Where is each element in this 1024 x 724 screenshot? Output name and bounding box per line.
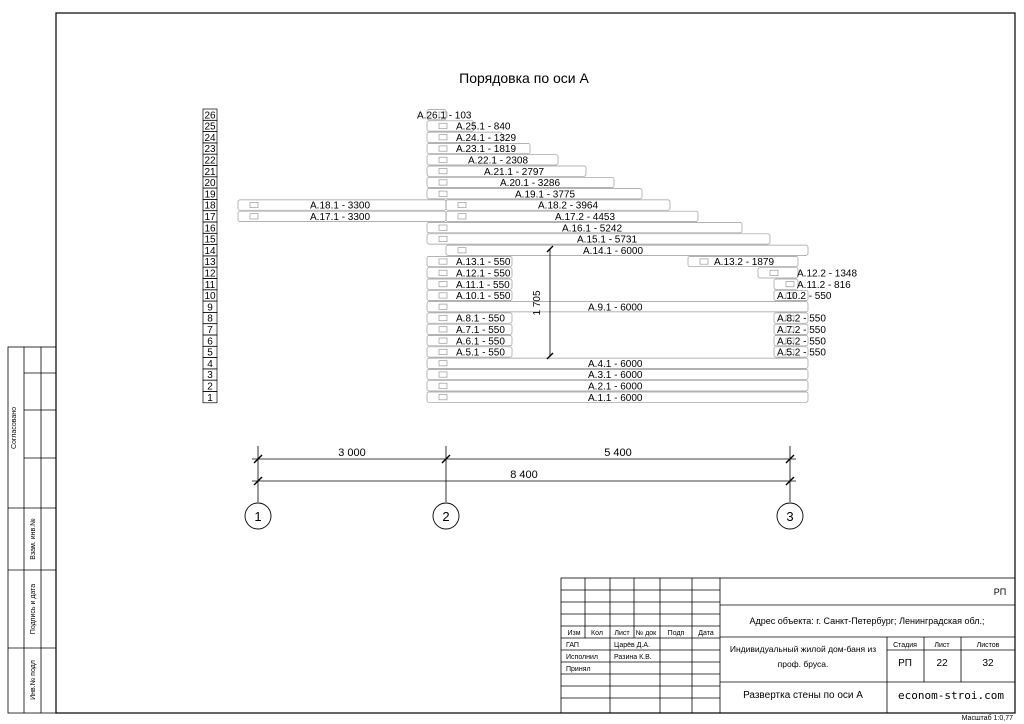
log-notch xyxy=(458,214,466,219)
row-number: 19 xyxy=(204,189,216,201)
log-notch xyxy=(439,236,447,241)
log-label: А.11.2 - 816 xyxy=(797,279,851,291)
row-number: 2 xyxy=(207,381,213,393)
dimension-total: 8 400 xyxy=(510,469,538,481)
log-notch xyxy=(439,259,447,264)
log-notch xyxy=(250,214,258,219)
log-label: А.18.1 - 3300 xyxy=(310,200,371,212)
side-inv-replace: Взам. инв.№ xyxy=(30,518,37,560)
name-gap: Царёв Д.А. xyxy=(614,642,650,649)
row-number: 10 xyxy=(204,291,216,303)
row-number: 1 xyxy=(207,392,213,404)
opening-height-dimension xyxy=(532,246,553,359)
log-notch xyxy=(439,157,447,162)
sheet-frame xyxy=(56,13,1015,713)
row-number: 22 xyxy=(204,155,216,167)
log-label: А.9.1 - 6000 xyxy=(588,302,643,314)
log-label: А.3.1 - 6000 xyxy=(588,370,643,382)
log-notch xyxy=(439,361,447,366)
scale-label: Масштаб 1:0,77 xyxy=(961,715,1013,722)
axis-markers xyxy=(245,503,803,529)
log-label: А.5.1 - 550 xyxy=(456,347,505,359)
log-label: А.13.2 - 1879 xyxy=(714,257,775,269)
log-label: А.22.1 - 2308 xyxy=(468,155,529,167)
log-label: А.7.2 - 550 xyxy=(777,325,826,336)
log-label: А.25.1 - 840 xyxy=(456,121,511,133)
row-number: 5 xyxy=(207,347,213,359)
log-label: А.19.1 - 3775 xyxy=(515,189,576,201)
sheets-value: 32 xyxy=(982,658,994,669)
log-label: А.21.1 - 2797 xyxy=(484,166,545,178)
log-label: А.12.1 - 550 xyxy=(456,268,511,280)
log-label: А.11.1 - 550 xyxy=(456,279,510,291)
row-number: 24 xyxy=(204,132,216,144)
opening-height-label: 1 705 xyxy=(532,290,543,316)
row-number: 17 xyxy=(204,212,216,223)
side-sign-date: Подпись и дата xyxy=(30,583,37,635)
log-notch xyxy=(439,191,447,196)
log-notch xyxy=(786,282,794,287)
log-notch xyxy=(700,259,708,264)
log-label: А.17.1 - 3300 xyxy=(310,212,371,223)
log-label: А.6.2 - 550 xyxy=(777,336,826,348)
log-notch xyxy=(439,395,447,400)
row-number: 4 xyxy=(207,358,213,370)
log-outlines xyxy=(238,110,808,403)
row-number: 16 xyxy=(204,223,216,235)
stamp-header: Дата xyxy=(698,630,714,637)
log-notch xyxy=(439,135,447,140)
log-label: А.16.1 - 5242 xyxy=(562,223,623,235)
role-executor: Исполнил xyxy=(566,654,599,661)
log-label: А.6.1 - 550 xyxy=(456,336,505,348)
log-notch xyxy=(439,372,447,377)
role-accepted: Принял xyxy=(566,666,591,673)
log-notch xyxy=(439,146,447,151)
log-notch xyxy=(439,327,447,332)
log-notch xyxy=(439,315,447,320)
row-number: 25 xyxy=(204,121,216,133)
role-gap: ГАП xyxy=(566,642,579,649)
log-notch xyxy=(439,169,447,174)
row-number: 3 xyxy=(207,370,213,382)
log-label: А.7.1 - 550 xyxy=(456,325,505,336)
sheet-name: Развертка стены по оси А xyxy=(743,690,863,701)
stamp-header: Изм xyxy=(567,630,581,637)
log-label: А.8.2 - 550 xyxy=(777,313,826,325)
log-notch xyxy=(458,202,466,207)
log-label: А.8.1 - 550 xyxy=(456,313,505,325)
log-notch xyxy=(439,270,447,275)
log-notch xyxy=(250,202,258,207)
stage-value: РП xyxy=(898,658,912,669)
side-agreed: Согласовано xyxy=(11,406,18,450)
row-number: 11 xyxy=(204,279,216,291)
log-label: А.18.2 - 3964 xyxy=(538,200,599,212)
log-labels xyxy=(310,110,857,404)
stamp-header: Подп xyxy=(667,630,685,637)
row-number: 9 xyxy=(207,302,213,314)
name-executor: Разина К.В. xyxy=(614,654,652,661)
log-label: А.1.1 - 6000 xyxy=(588,392,643,404)
log-notch xyxy=(770,270,778,275)
drawing-title: Порядовка по оси А xyxy=(459,70,589,86)
log-notch xyxy=(439,282,447,287)
log-label: А.20.1 - 3286 xyxy=(500,178,561,190)
log-label: А.15.1 - 5731 xyxy=(577,234,638,246)
log-notch xyxy=(439,383,447,388)
row-number: 18 xyxy=(204,200,216,212)
row-number: 8 xyxy=(207,313,213,325)
stage-label: Стадия xyxy=(893,642,917,649)
sheet-label: Лист xyxy=(934,642,950,649)
log-label: А.23.1 - 1819 xyxy=(456,144,517,156)
dimension-5400: 5 400 xyxy=(604,447,632,459)
log-notch xyxy=(439,225,447,230)
row-number: 6 xyxy=(207,336,213,348)
log-notch xyxy=(439,304,447,309)
project-line-2: проф. бруса. xyxy=(777,659,829,669)
row-number: 13 xyxy=(204,257,216,269)
stamp-header: Лист xyxy=(614,630,630,637)
log-label: А.10.1 - 550 xyxy=(456,291,511,303)
log-notch xyxy=(439,123,447,128)
log-label: А.5.2 - 550 xyxy=(777,347,826,359)
stamp-code: РП xyxy=(993,587,1007,597)
dimension-3000: 3 000 xyxy=(338,447,366,459)
axis-label-1: 1 xyxy=(254,509,262,524)
log-label: А.13.1 - 550 xyxy=(456,257,511,269)
row-number: 20 xyxy=(204,178,216,190)
log-label: А.4.1 - 6000 xyxy=(588,358,643,370)
log-notch xyxy=(439,349,447,354)
log-label: А.26.1 - 103 xyxy=(417,110,472,122)
row-number: 21 xyxy=(204,166,216,178)
row-number: 14 xyxy=(204,245,216,257)
axis-label-2: 2 xyxy=(442,509,450,524)
log-label: А.14.1 - 6000 xyxy=(583,245,644,257)
sheet-value: 22 xyxy=(936,658,948,669)
log-notch xyxy=(439,180,447,185)
stamp-header: № док xyxy=(635,630,657,637)
stamp-header: Кол xyxy=(591,630,603,637)
row-number: 23 xyxy=(204,144,216,156)
side-inv-orig: Инв.№ подл xyxy=(30,660,37,700)
row-number: 7 xyxy=(207,325,213,336)
log-label: А.2.1 - 6000 xyxy=(588,381,643,393)
log-label: А.24.1 - 1329 xyxy=(456,132,517,144)
log-notch xyxy=(439,338,447,343)
sheets-label: Листов xyxy=(976,642,1000,649)
log-label: А.17.2 - 4453 xyxy=(555,212,616,223)
row-number: 12 xyxy=(204,268,216,280)
row-number: 26 xyxy=(204,110,216,122)
project-line-1: Индивидуальный жилой дом-баня из xyxy=(729,644,877,654)
log-notch xyxy=(458,248,466,253)
stamp-address: Адрес объекта: г. Санкт-Петербург; Ленинградская обл.; xyxy=(749,616,985,626)
row-number-column xyxy=(203,109,217,404)
log-label: А.12.2 - 1348 xyxy=(797,268,858,280)
row-number: 15 xyxy=(204,234,216,246)
axis-label-3: 3 xyxy=(786,509,794,524)
log-notch xyxy=(439,293,447,298)
log-label: А.10.2 - 550 xyxy=(777,291,832,303)
brand-watermark: econom-stroi.com xyxy=(898,689,1004,702)
